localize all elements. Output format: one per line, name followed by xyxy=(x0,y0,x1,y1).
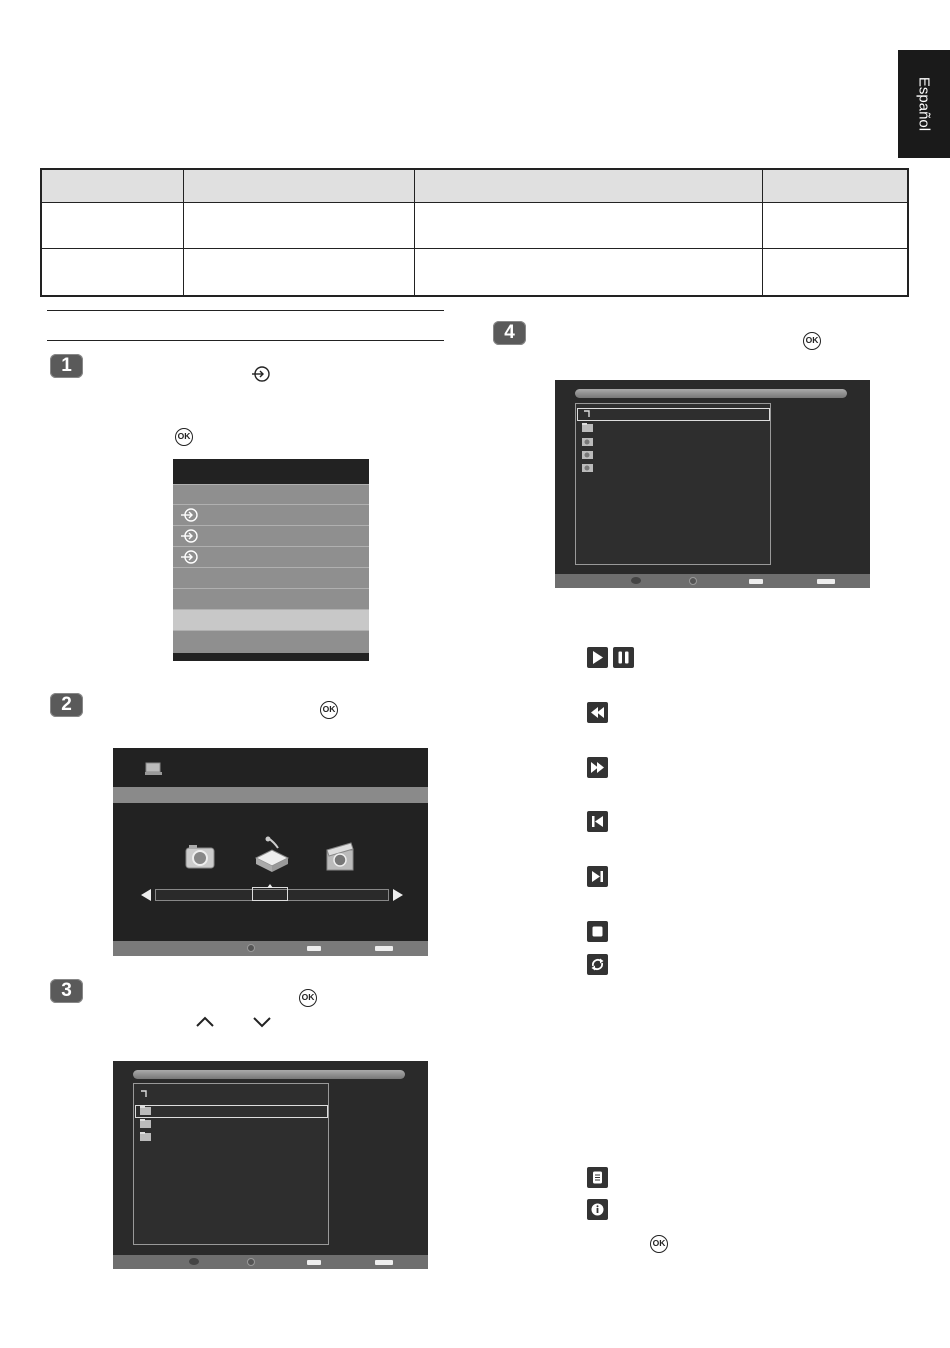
caret-up-icon xyxy=(267,884,273,888)
media-file-icon[interactable] xyxy=(582,449,594,459)
source-menu-item[interactable] xyxy=(173,588,369,609)
spec-table xyxy=(40,168,909,297)
source-menu-footer xyxy=(173,653,369,661)
folder-browser-screen xyxy=(113,1061,428,1269)
media-type-selector[interactable] xyxy=(252,887,288,901)
usb-drive-icon xyxy=(145,762,163,776)
spec-table-col-divider xyxy=(414,170,415,295)
spec-table-row-divider xyxy=(42,248,907,249)
media-file-icon[interactable] xyxy=(582,436,594,446)
source-menu-item[interactable] xyxy=(173,504,369,525)
path-bar xyxy=(133,1070,405,1079)
footer-button-key xyxy=(375,1260,393,1265)
file-list xyxy=(133,1083,329,1245)
spec-table-col-divider xyxy=(762,170,763,295)
ok-button-icon: OK xyxy=(803,332,821,350)
input-source-icon xyxy=(180,528,200,544)
info-icon xyxy=(587,1199,608,1220)
list-highlight[interactable] xyxy=(577,408,770,421)
navigate-icon xyxy=(247,944,255,952)
back-folder-icon[interactable] xyxy=(140,1089,148,1099)
media-home-title-band xyxy=(113,787,428,803)
fast-rewind-icon xyxy=(587,702,608,723)
step-badge-4: 4 xyxy=(493,321,526,345)
list-icon xyxy=(587,1167,608,1188)
input-source-icon xyxy=(180,507,200,523)
section-rule-top xyxy=(47,310,444,311)
photo-icon[interactable] xyxy=(183,840,217,874)
movie-icon[interactable] xyxy=(323,840,357,874)
file-browser-footer xyxy=(555,574,870,588)
music-icon[interactable] xyxy=(252,834,292,874)
arrow-right-icon[interactable] xyxy=(393,889,403,901)
chevron-down-icon xyxy=(252,1016,272,1028)
input-source-icon xyxy=(180,549,200,565)
source-menu-screen xyxy=(173,459,369,661)
ok-button-icon: OK xyxy=(320,701,338,719)
chevron-up-icon xyxy=(195,1016,215,1028)
language-tab-label: Español xyxy=(915,76,933,132)
source-menu-header xyxy=(173,459,369,484)
ok-button-icon: OK xyxy=(175,428,193,446)
source-menu-item[interactable] xyxy=(173,484,369,505)
folder-icon[interactable] xyxy=(140,1119,152,1128)
play-icon xyxy=(587,647,608,668)
footer-color-key xyxy=(189,1258,199,1265)
back-folder-icon[interactable] xyxy=(583,409,591,419)
file-browser-screen xyxy=(555,380,870,588)
footer-button-key xyxy=(817,579,835,584)
repeat-icon xyxy=(587,954,608,975)
footer-button-key xyxy=(307,1260,321,1265)
spec-table-col-divider xyxy=(183,170,184,295)
footer-button-key xyxy=(375,946,393,951)
pause-icon xyxy=(613,647,634,668)
step-badge-2: 2 xyxy=(50,693,83,717)
footer-color-key xyxy=(631,577,641,584)
media-file-icon[interactable] xyxy=(582,462,594,472)
source-menu-item[interactable] xyxy=(173,525,369,546)
ok-button-icon: OK xyxy=(299,989,317,1007)
source-menu-item-selected[interactable] xyxy=(173,609,369,630)
navigate-icon xyxy=(247,1258,255,1266)
list-highlight[interactable] xyxy=(135,1105,328,1118)
media-home-screen xyxy=(113,748,428,956)
folder-icon[interactable] xyxy=(140,1132,152,1141)
folder-icon[interactable] xyxy=(140,1106,152,1115)
language-tab xyxy=(898,50,950,158)
footer-button-key xyxy=(749,579,763,584)
section-rule-bottom xyxy=(47,340,444,341)
arrow-left-icon[interactable] xyxy=(141,889,151,901)
media-home-footer xyxy=(113,941,428,956)
ok-button-icon: OK xyxy=(650,1235,668,1253)
skip-previous-icon xyxy=(587,811,608,832)
fast-forward-icon xyxy=(587,757,608,778)
file-list xyxy=(575,403,771,565)
footer-button-key xyxy=(307,946,321,951)
input-source-icon xyxy=(251,364,271,384)
step-badge-1: 1 xyxy=(50,354,83,378)
step-badge-3: 3 xyxy=(50,979,83,1003)
source-menu-item[interactable] xyxy=(173,630,369,651)
source-menu-item[interactable] xyxy=(173,567,369,588)
navigate-icon xyxy=(689,577,697,585)
source-menu-item[interactable] xyxy=(173,546,369,567)
stop-icon xyxy=(587,921,608,942)
path-bar xyxy=(575,389,847,398)
spec-table-header xyxy=(42,170,907,203)
folder-icon[interactable] xyxy=(582,423,594,432)
skip-next-icon xyxy=(587,866,608,887)
folder-browser-footer xyxy=(113,1255,428,1269)
